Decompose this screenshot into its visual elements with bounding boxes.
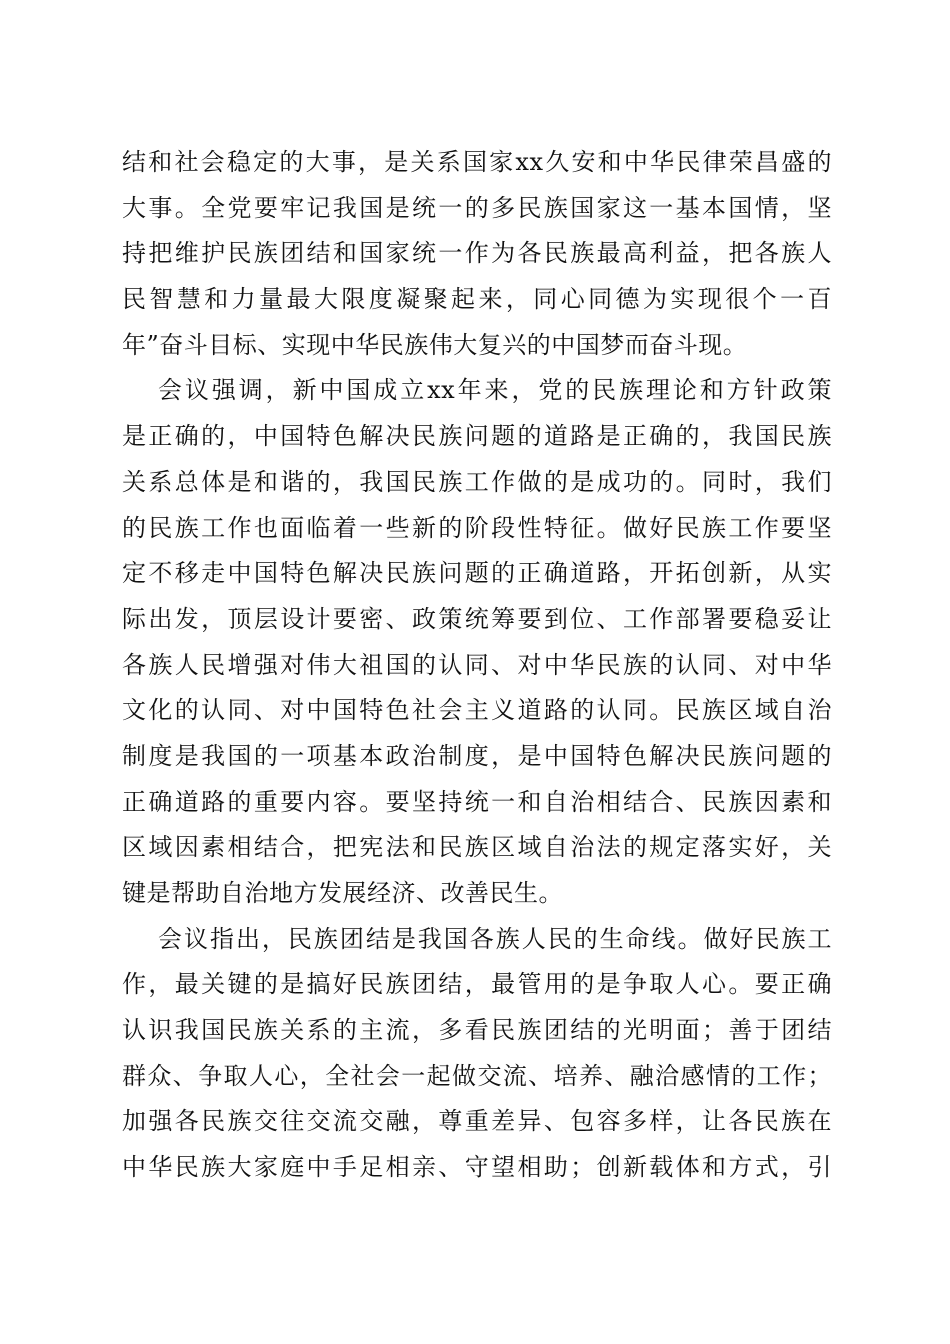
paragraph-1 (122, 140, 832, 368)
text-line: 加强各民族交往交流交融，尊重差异、包容多样，让各民族在 (122, 1107, 832, 1136)
text-line: 键是帮助自治地方发展经济、改善民生。 (122, 879, 563, 907)
text-line: 关系总体是和谐的，我国民族工作做的是成功的。同时，我们 (122, 467, 832, 496)
text-line: 中华民族大家庭中手足相亲、守望相助；创新载体和方式，引 (122, 1153, 832, 1182)
text-line: 的民族工作也面临着一些新的阶段性特征。做好民族工作要坚 (122, 513, 832, 542)
text-line: 各族人民增强对伟大祖国的认同、对中华民族的认同、对中华 (122, 650, 832, 679)
text-line: 制度是我国的一项基本政治制度，是中国特色解决民族问题的 (122, 741, 832, 770)
text-line: 大事。全党要牢记我国是统一的多民族国家这一基本国情，坚 (122, 193, 832, 222)
paragraph-3 (122, 917, 832, 1191)
text-line: 作，最关键的是搞好民族团结，最管用的是争取人心。要正确 (122, 970, 832, 999)
text-line: 持把维护民族团结和国家统一作为各民族最高利益，把各族人 (122, 239, 832, 268)
text-line: 群众、争取人心，全社会一起做交流、培养、融洽感情的工作； (122, 1061, 832, 1090)
text-line: 会议指出，民族团结是我国各族人民的生命线。做好民族工 (158, 924, 832, 953)
paragraph-2 (122, 368, 832, 916)
text-line: 认识我国民族关系的主流，多看民族团结的光明面；善于团结 (122, 1016, 832, 1045)
text-line: 文化的认同、对中国特色社会主义道路的认同。民族区域自治 (122, 696, 832, 725)
text-line: 际出发，顶层设计要密、政策统筹要到位、工作部署要稳妥让 (122, 604, 832, 633)
text-line: 正确道路的重要内容。要坚持统一和自治相结合、民族因素和 (122, 787, 832, 816)
text-line: 结和社会稳定的大事，是关系国家xx久安和中华民律荣昌盛的 (122, 148, 832, 176)
text-line: 定不移走中国特色解决民族问题的正确道路，开拓创新，从实 (122, 559, 832, 588)
text-line: 是正确的，中国特色解决民族问题的道路是正确的，我国民族 (122, 422, 832, 451)
text-line: 会议强调，新中国成立xx年来，党的民族理论和方针政策 (158, 376, 832, 405)
text-line: 年”奋斗目标、实现中华民族伟大复兴的中国梦而奋斗现。 (122, 330, 748, 359)
body-text (122, 140, 832, 1191)
text-line: 区域因素相结合，把宪法和民族区域自治法的规定落实好，关 (122, 833, 832, 862)
text-line: 民智慧和力量最大限度凝聚起来，同心同德为实现很个一百 (122, 285, 832, 314)
